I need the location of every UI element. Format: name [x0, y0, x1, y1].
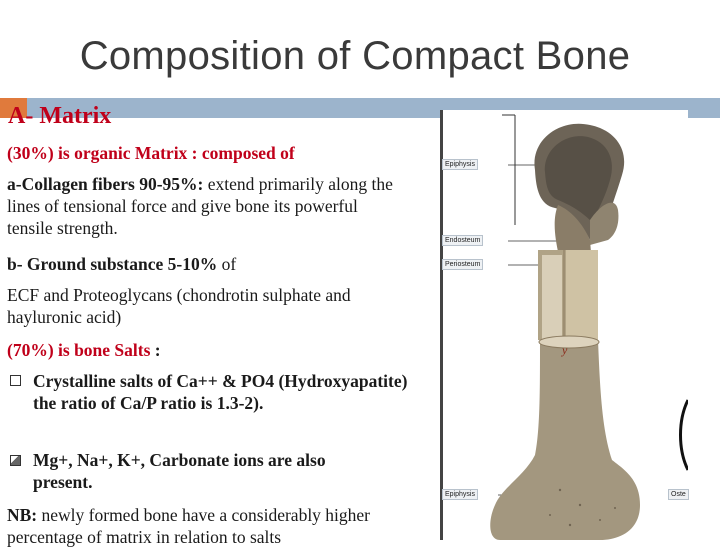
ground-label: b- Ground substance 5-10%: [7, 254, 218, 274]
salts-paragraph: [7, 339, 161, 361]
section-label: A- Matrix: [8, 103, 112, 129]
collagen-paragraph: [7, 173, 407, 239]
nb-paragraph: [7, 504, 407, 548]
bullet-ions: Mg+, Na+, K+, Carbonate ions are also present.: [33, 450, 326, 492]
femur-drawing: [440, 110, 688, 540]
collagen-label: a-Collagen fibers 90-95%:: [7, 174, 204, 194]
label-epiphysis-top: Epiphysis: [442, 159, 478, 170]
nb-text: newly formed bone have a considerably higher percentage of matrix in relation to salts: [7, 505, 371, 547]
femur-illustration: [440, 110, 688, 540]
bullet-checkbox-icon: [10, 455, 21, 466]
ground-paragraph: [7, 253, 236, 275]
organic-heading: (30%) is organic Matrix : composed of: [7, 143, 295, 163]
bullet-crystalline-salts: Crystalline salts of Ca++ & PO4 (Hydroxyapatite) the ratio of Ca/P ratio is 1.3-2).: [33, 371, 408, 413]
collagen-text: extend primarily along the lines of tensional force and give bone its powerful tensile strength.: [7, 174, 393, 238]
bullet-checkbox-icon: [10, 375, 21, 386]
label-endosteum: Endosteum: [442, 235, 483, 246]
ecf-paragraph: ECF and Proteoglycans (chondrotin sulphate and hayluronic acid): [7, 285, 351, 327]
label-periosteum: Periosteum: [442, 259, 483, 270]
label-osteon: Oste: [668, 489, 689, 500]
nb-label: NB:: [7, 505, 38, 525]
salts-colon: :: [150, 340, 161, 360]
salts-heading: (70%) is bone Salts: [7, 340, 151, 360]
figure-mark: y: [562, 343, 568, 357]
ground-text: of: [217, 254, 237, 274]
label-epiphysis-bottom: Epiphysis: [442, 489, 478, 500]
slide-title: Composition of Compact Bone: [79, 34, 631, 78]
